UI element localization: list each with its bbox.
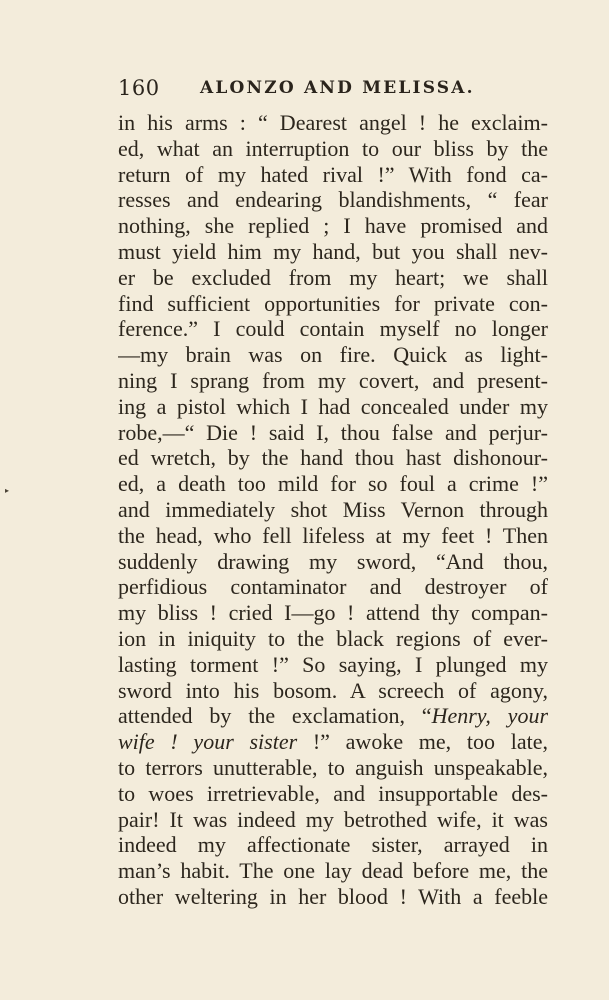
page-number: 160 — [118, 76, 160, 100]
text-line: the head, who fell lifeless at my feet ! Then — [118, 522, 548, 548]
running-title: ALONZO AND MELISSA. — [200, 78, 475, 98]
text-line: robe,—“ Die ! said I, thou false and perjur- — [118, 419, 548, 445]
text-line: perfidious contaminator and destroyer of — [118, 574, 548, 600]
text-line: ion in iniquity to the black regions of ever- — [118, 625, 548, 651]
margin-mark: ▸ — [5, 486, 10, 495]
text-line: er be excluded from my heart; we shall — [118, 264, 548, 290]
text-line: find sufficient opportunities for private con- — [118, 290, 548, 316]
text-line: indeed my affectionate sister, arrayed in — [118, 832, 548, 858]
text-line: resses and endearing blandishments, “ fear — [118, 187, 548, 213]
text-line: return of my hated rival !” With fond ca- — [118, 161, 548, 187]
text-line: nothing, she replied ; I have promised and — [118, 213, 548, 239]
italic-phrase: Henry, your — [431, 703, 548, 729]
text-line — [118, 703, 548, 729]
text-line: man’s habit. The one lay dead before me, the — [118, 858, 548, 884]
text-line: sword into his bosom. A screech of agony, — [118, 677, 548, 703]
text-line: lasting torment !” So saying, I plunged my — [118, 651, 548, 677]
text-line: and immediately shot Miss Vernon through — [118, 496, 548, 522]
text-segment: attended by the exclamation, “ — [118, 703, 432, 729]
text-line: other weltering in her blood ! With a feeble — [118, 883, 548, 909]
text-line: to terrors unutterable, to anguish unspeakable, — [118, 754, 548, 780]
text-line: ed, a death too mild for so foul a crime !” — [118, 471, 548, 497]
text-line: pair! It was indeed my betrothed wife, it was — [118, 806, 548, 832]
text-line: my bliss ! cried I—go ! attend thy compan- — [118, 600, 548, 626]
text-line: ed, what an interruption to our bliss by the — [118, 135, 548, 161]
text-line: ed wretch, by the hand thou hast dishonour- — [118, 445, 548, 471]
text-segment: !” awoke me, too late, — [297, 729, 548, 755]
body-text — [118, 110, 548, 910]
text-line: in his arms : “ Dearest angel ! he exclaim- — [118, 110, 548, 135]
italic-phrase: wife ! your sister — [118, 729, 298, 755]
text-line: —my brain was on fire. Quick as light- — [118, 342, 548, 368]
text-line: must yield him my hand, but you shall nev- — [118, 238, 548, 264]
text-line: suddenly drawing my sword, “And thou, — [118, 548, 548, 574]
text-line: ing a pistol which I had concealed under my — [118, 393, 548, 419]
text-line — [118, 729, 548, 755]
text-line: ning I sprang from my covert, and present- — [118, 367, 548, 393]
page-header — [118, 76, 548, 104]
text-line: ference.” I could contain myself no longer — [118, 316, 548, 342]
text-line: to woes irretrievable, and insupportable des- — [118, 780, 548, 806]
